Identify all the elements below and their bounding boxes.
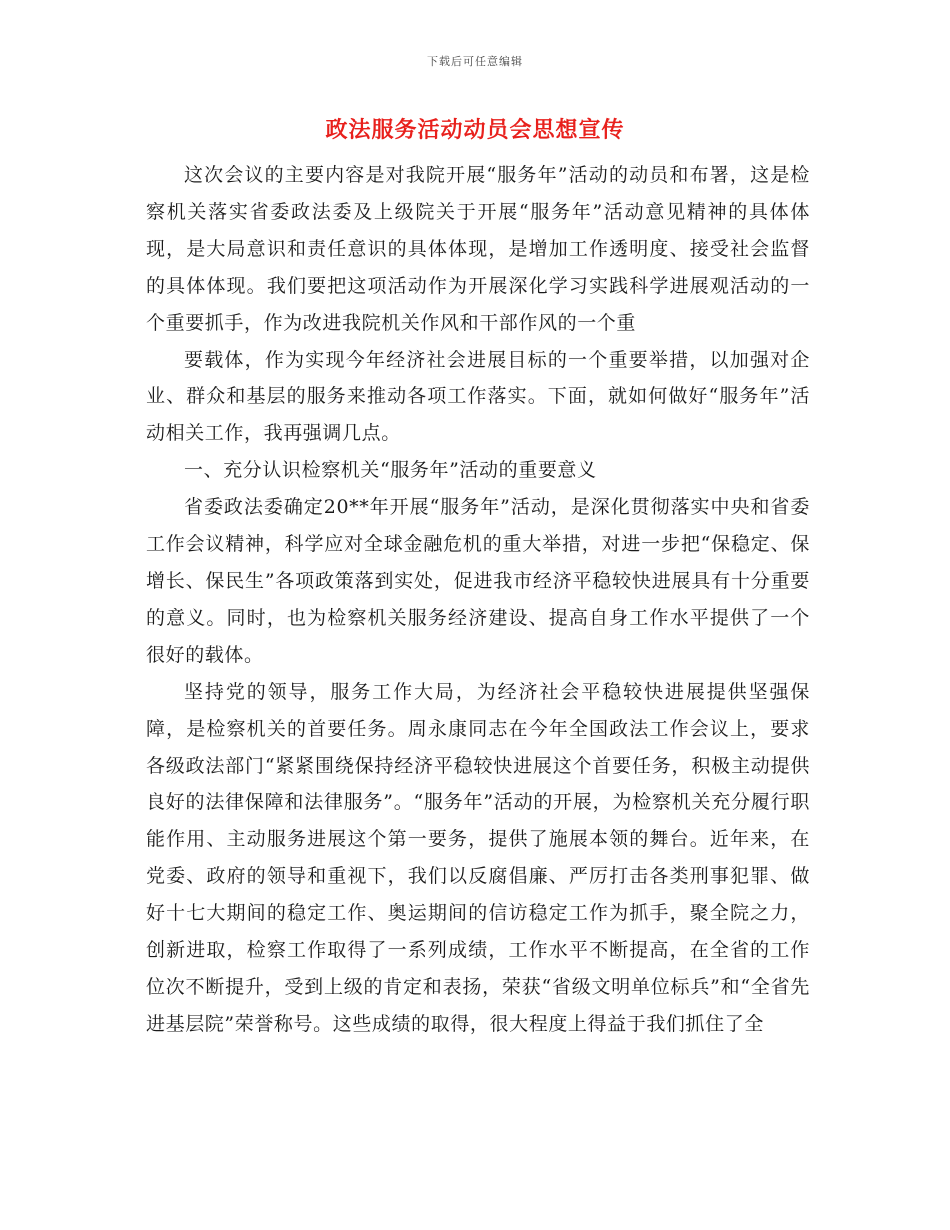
header-note: 下载后可任意编辑 [427,55,523,68]
paragraph-leadership: 坚持党的领导，服务工作大局，为经济社会平稳较快进展提供坚强保障，是检察机关的首要任务。周永康同志在今年全国政法工作会议上，要求各级政法部门“紧紧围绕保持经济平稳较快进展这个首要任务，积极主动提供良好的法律保障和法律服务”。“服务年”活动的开展，为检察机关充分履行职能作用、主动服务进展这个第一要务，提供了施展本领的舞台。近年来，在党委、政府的领导和重视下，我们以反腐倡廉、严厉打击各类刑事犯罪、做好十七大期间的稳定工作、奥运期间的信访稳定工作为抓手，聚全院之力，创新进取，检察工作取得了一系列成绩，工作水平不断提高，在全省的工作位次不断提升，受到上级的肯定和表扬，荣获“省级文明单位标兵”和“全省先进基层院”荣誉称号。这些成绩的取得，很大程度上得益于我们抓住了全 [146,680,810,1035]
paragraph-significance: 省委政法委确定20**年开展“服务年”活动，是深化贯彻落实中央和省委工作会议精神，科学应对全球金融危机的重大举措，对进一步把“保稳定、保增长、保民生”各项政策落到实处，促进我市经济平稳较快进展具有十分重要的意义。同时，也为检察机关服务经济建设、提高自身工作水平提供了一个很好的载体。 [146,496,810,666]
document-body [146,157,810,1043]
section-heading-1: 一、充分认识检察机关“服务年”活动的重要意义 [184,459,597,482]
document-title: 政法服务活动动员会思想宣传 [325,117,625,143]
paragraph-continuation: 要载体，作为实现今年经济社会进展目标的一个重要举措，以加强对企业、群众和基层的服务来推动各项工作落实。下面，就如何做好“服务年”活动相关工作，我再强调几点。 [146,348,810,445]
paragraph-intro: 这次会议的主要内容是对我院开展“服务年”活动的动员和布署，这是检察机关落实省委政法委及上级院关于开展“服务年”活动意见精神的具体体现，是大局意识和责任意识的具体体现，是增加工作透明度、接受社会监督的具体体现。我们要把这项活动作为开展深化学习实践科学进展观活动的一个重要抓手，作为改进我院机关作风和干部作风的一个重 [146,164,810,334]
